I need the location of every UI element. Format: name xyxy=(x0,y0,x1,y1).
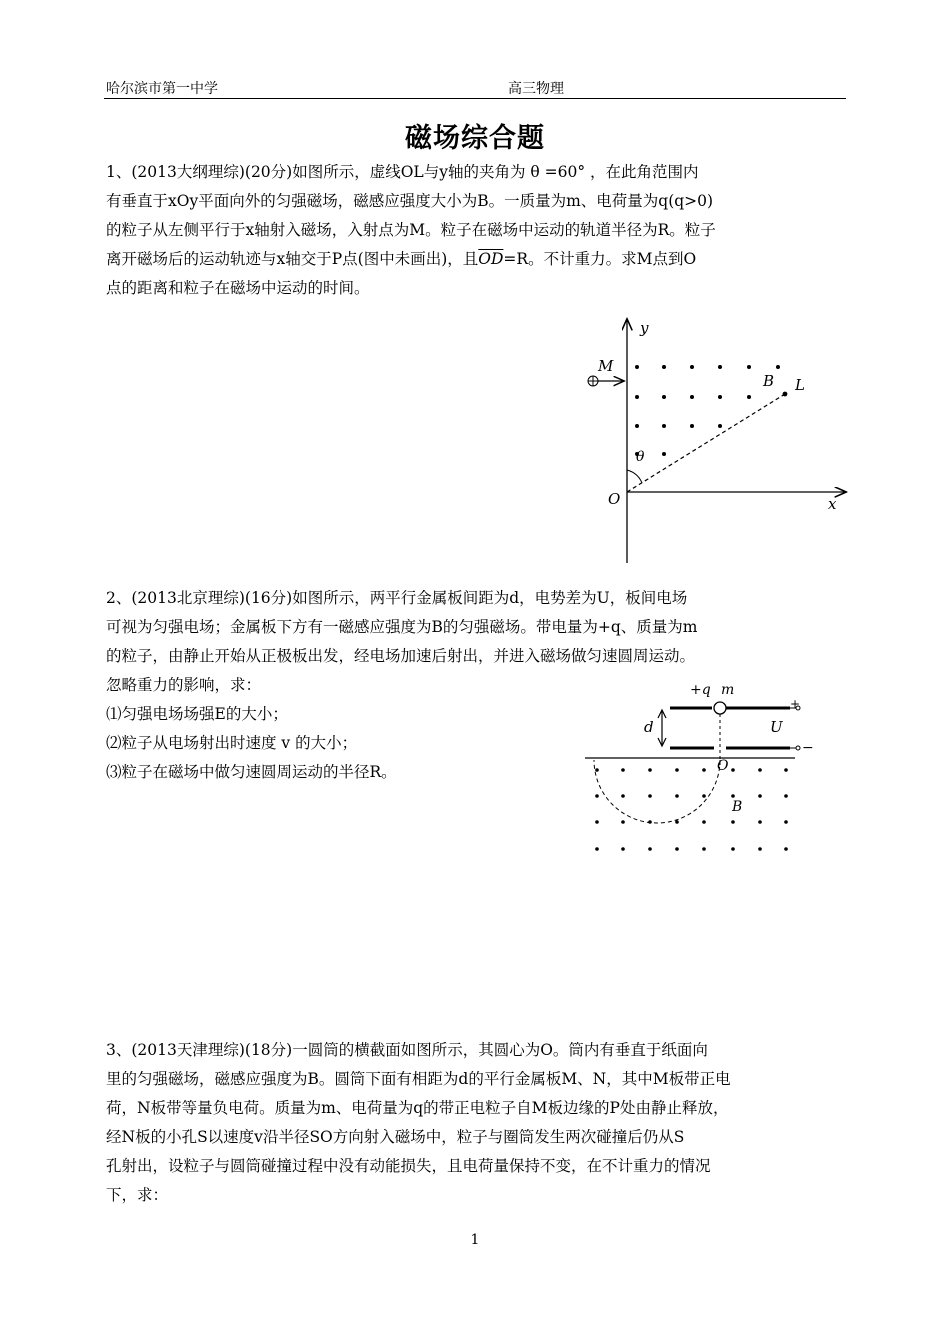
q1-line: 1、(2013大纲理综)(20分)如图所示，虚线OL与y轴的夹角为 θ =60° ，在此角范围内 xyxy=(106,163,699,181)
theta-arc xyxy=(627,470,642,483)
q3-line: 经N板的小孔S以速度v沿半径SO方向射入磁场中，粒子与圈筒发生两次碰撞后仍从S xyxy=(106,1128,685,1146)
m-label: M xyxy=(598,357,614,375)
x-axis-label: x xyxy=(828,495,837,513)
header-school: 哈尔滨市第一中学 xyxy=(106,81,218,97)
q2-line: 2、(2013北京理综)(16分)如图所示，两平行金属板间距为d，电势差为U，板间电场 xyxy=(106,589,688,607)
q1-figure xyxy=(580,315,855,570)
mass-label: m xyxy=(721,682,735,698)
q3-line: 里的匀强磁场，磁感应强度为B。圆筒下面有相距为d的平行金属板M、N，其中M板带正电 xyxy=(106,1070,731,1088)
q2-line: 可视为匀强电场；金属板下方有一磁感应强度为B的匀强磁场。带电量为+q、质量为m xyxy=(106,618,698,636)
particle-circle xyxy=(714,702,726,714)
field-b-label: B xyxy=(732,799,743,815)
q3-line: 3、(2013天津理综)(18分)一圆筒的横截面如图所示，其圆心为O。筒内有垂直于纸面向 xyxy=(106,1041,708,1059)
theta-label: θ xyxy=(636,449,645,465)
q2-item: ⑵粒子从电场射出时速度 v 的大小； xyxy=(106,734,358,752)
q2-line: 的粒子，由静止开始从正极板出发，经电场加速后射出，并进入磁场做匀速圆周运动。 xyxy=(106,647,696,665)
q2-line: 忽略重力的影响，求： xyxy=(106,676,262,694)
y-axis-label: y xyxy=(640,319,649,337)
field-b-label: B xyxy=(763,372,775,390)
question-1-text xyxy=(106,158,851,303)
plus-terminal-label: + xyxy=(790,697,801,711)
q3-line: 荷，N板带等量负电荷。质量为m、电荷量为q的带正电粒子自M板边缘的P处由静止释放， xyxy=(106,1099,729,1117)
q3-line: 孔射出，设粒子与圆筒碰撞过程中没有动能损失，且电荷量保持不变，在不计重力的情况 xyxy=(106,1157,711,1175)
od-overline-symbol: $\overline{OD}$ xyxy=(478,250,504,268)
line-ol xyxy=(627,394,785,492)
header-subject: 高三物理 xyxy=(508,81,564,97)
q1-line: 的粒子从左侧平行于x轴射入磁场，入射点为M。粒子在磁场中运动的轨道半径为R。粒子 xyxy=(106,221,716,239)
voltage-label: U xyxy=(770,718,783,736)
question-2-items xyxy=(106,700,397,787)
q2-figure xyxy=(580,678,814,858)
q1-line-4-tail: =R。不计重力。求M点到O xyxy=(503,250,697,268)
q1-line: 有垂直于xOy平面向外的匀强磁场，磁感应强度大小为B。一质量为m、电荷量为q(q>0) xyxy=(106,192,714,210)
line-l-label: L xyxy=(795,376,805,394)
o-label: O xyxy=(717,758,729,774)
question-3-text xyxy=(106,1036,851,1210)
q3-line: 下，求： xyxy=(106,1186,169,1204)
minus-terminal-label: − xyxy=(802,740,814,756)
d-label: d xyxy=(644,718,654,736)
q2-item: ⑶粒子在磁场中做匀速圆周运动的半径R。 xyxy=(106,763,397,781)
origin-label: O xyxy=(608,490,621,508)
q1-line: 点的距离和粒子在磁场中运动的时间。 xyxy=(106,279,370,297)
q2-item: ⑴匀强电场场强E的大小； xyxy=(106,705,288,723)
page-title: 磁场综合题 xyxy=(405,123,545,154)
particle-path xyxy=(594,760,720,823)
q1-line xyxy=(106,245,851,274)
q1-line-4-head: 离开磁场后的运动轨迹与x轴交于P点(图中未画出)，且 xyxy=(106,250,479,268)
charge-label: +q xyxy=(690,682,711,698)
header-rule xyxy=(104,98,846,99)
field-dots xyxy=(595,768,788,851)
page-number: 1 xyxy=(470,1232,480,1248)
particle-icon xyxy=(588,376,598,386)
